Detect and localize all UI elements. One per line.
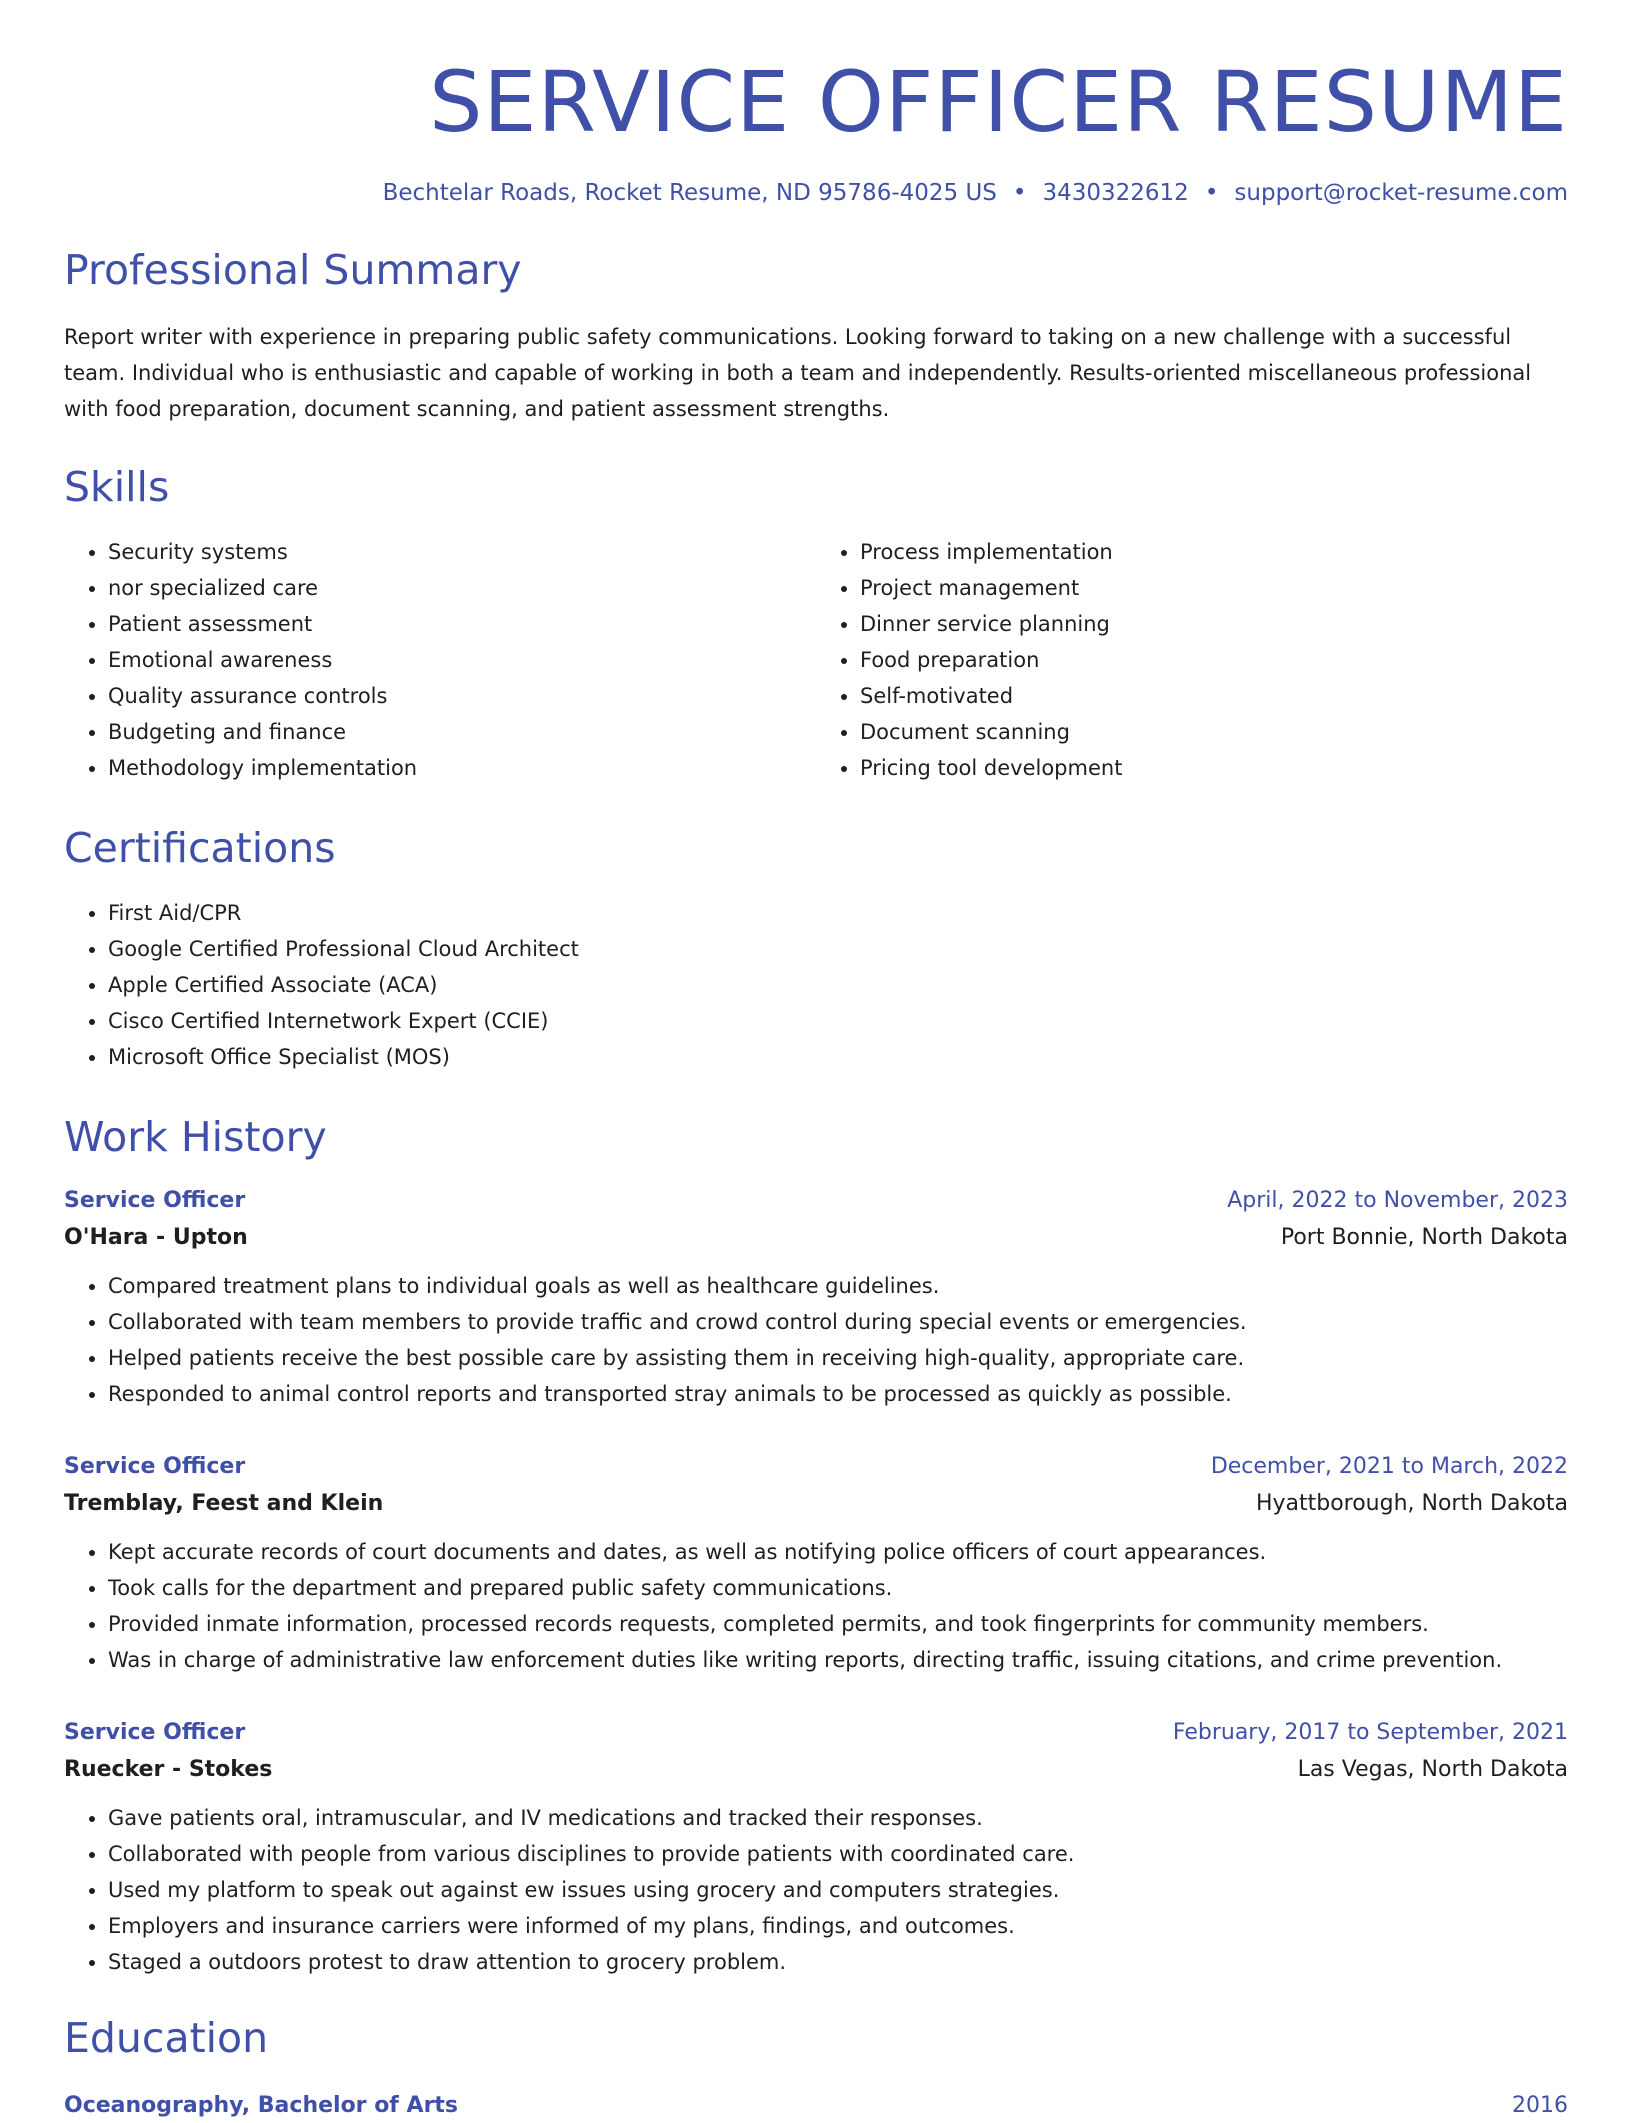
job-entry <box>64 1716 1568 1980</box>
certifications-heading: Certifications <box>64 824 336 872</box>
job-bullet: • Kept accurate records of court documents and dates, as well as notifying police officers of court appearances. <box>108 1534 1568 1570</box>
resume-page <box>64 0 1568 2123</box>
job-bullet: • Gave patients oral, intramuscular, and IV medications and tracked their responses. <box>108 1800 1568 1836</box>
job-bullet: • Provided inmate information, processed records requests, completed permits, and took fingerprints for community members. <box>108 1606 1568 1642</box>
job-location: Las Vegas, North Dakota <box>1297 1757 1568 1782</box>
skill-item: • Project management <box>860 570 1568 606</box>
job-location: Hyattborough, North Dakota <box>1255 1491 1568 1516</box>
skill-item: • Self-motivated <box>860 678 1568 714</box>
job-bullet: • Took calls for the department and prepared public safety communications. <box>108 1570 1568 1606</box>
contact-address: Bechtelar Roads, Rocket Resume, ND 95786-4025 US <box>382 180 997 206</box>
skills-columns <box>64 534 1568 786</box>
skill-item: • Emotional awareness <box>108 642 816 678</box>
job-title: Service Officer <box>64 1188 246 1213</box>
job-title: Service Officer <box>64 1454 246 1479</box>
education-entry <box>64 2089 1568 2123</box>
job-location: Port Bonnie, North Dakota <box>1280 1225 1568 1250</box>
skill-item: • Document scanning <box>860 714 1568 750</box>
skills-heading: Skills <box>64 463 170 511</box>
contact-line <box>64 180 1568 206</box>
skill-item: • Process implementation <box>860 534 1568 570</box>
skill-item: • Patient assessment <box>108 606 816 642</box>
certification-item: • First Aid/CPR <box>108 895 1568 931</box>
job-bullet: • Used my platform to speak out against ew issues using grocery and computers strategies. <box>108 1872 1568 1908</box>
job-bullet: • Staged a outdoors protest to draw attention to grocery problem. <box>108 1944 1568 1980</box>
contact-separator: • <box>1204 180 1219 206</box>
certifications-list <box>64 895 1568 1075</box>
contact-email: support@rocket-resume.com <box>1234 180 1568 206</box>
skill-item: • Food preparation <box>860 642 1568 678</box>
education-degree: Oceanography, Bachelor of Arts <box>64 2093 459 2118</box>
job-bullets <box>64 1534 1568 1678</box>
job-dates: December, 2021 to March, 2022 <box>1210 1454 1568 1479</box>
skill-item: • nor specialized care <box>108 570 816 606</box>
summary-heading: Professional Summary <box>64 246 522 294</box>
job-company: O'Hara - Upton <box>64 1225 248 1250</box>
contact-phone: 3430322612 <box>1042 180 1189 206</box>
job-bullet: • Employers and insurance carriers were informed of my plans, findings, and outcomes. <box>108 1908 1568 1944</box>
job-bullet: • Was in charge of administrative law enforcement duties like writing reports, directing traffic, issuing citations, and crime prevention. <box>108 1642 1568 1678</box>
certification-item: • Google Certified Professional Cloud Architect <box>108 931 1568 967</box>
job-bullet: • Helped patients receive the best possible care by assisting them in receiving high-quality, appropriate care. <box>108 1340 1568 1376</box>
work-history-heading: Work History <box>64 1113 327 1161</box>
job-company-row <box>64 1750 1568 1790</box>
job-company-row <box>64 1218 1568 1258</box>
contact-separator: • <box>1012 180 1027 206</box>
job-dates: April, 2022 to November, 2023 <box>1227 1188 1568 1213</box>
skill-item: • Budgeting and finance <box>108 714 816 750</box>
job-header-row <box>64 1184 1568 1218</box>
job-dates: February, 2017 to September, 2021 <box>1172 1720 1568 1745</box>
skill-item: • Dinner service planning <box>860 606 1568 642</box>
job-bullets <box>64 1800 1568 1980</box>
skill-item: • Methodology implementation <box>108 750 816 786</box>
job-bullets <box>64 1268 1568 1412</box>
job-entry <box>64 1450 1568 1678</box>
job-company: Ruecker - Stokes <box>64 1757 273 1782</box>
resume-title: SERVICE OFFICER RESUME <box>429 53 1568 151</box>
job-header-row <box>64 1716 1568 1750</box>
job-bullet: • Responded to animal control reports and transported stray animals to be processed as quickly as possible. <box>108 1376 1568 1412</box>
job-bullet: • Collaborated with people from various disciplines to provide patients with coordinated care. <box>108 1836 1568 1872</box>
skill-item: • Pricing tool development <box>860 750 1568 786</box>
education-year: 2016 <box>1512 2093 1568 2118</box>
skill-item: • Quality assurance controls <box>108 678 816 714</box>
summary-text: Report writer with experience in preparing public safety communications. Looking forward to taking on a new challenge with a successful team. Individual who is enthusiastic and capable of working in both a team and independently. Results-oriented miscellaneous professional with food preparation, document scanning, and patient assessment strengths. <box>64 325 1532 421</box>
certification-item: • Cisco Certified Internetwork Expert (CCIE) <box>108 1003 1568 1039</box>
skill-item: • Security systems <box>108 534 816 570</box>
job-company: Tremblay, Feest and Klein <box>64 1491 384 1516</box>
certification-item: • Apple Certified Associate (ACA) <box>108 967 1568 1003</box>
job-company-row <box>64 1484 1568 1524</box>
job-header-row <box>64 1450 1568 1484</box>
education-heading: Education <box>64 2014 269 2062</box>
skills-list-right <box>816 534 1568 786</box>
job-entry <box>64 1184 1568 1412</box>
job-bullet: • Collaborated with team members to provide traffic and crowd control during special events or emergencies. <box>108 1304 1568 1340</box>
job-title: Service Officer <box>64 1720 246 1745</box>
skills-list-left <box>64 534 816 786</box>
job-bullet: • Compared treatment plans to individual goals as well as healthcare guidelines. <box>108 1268 1568 1304</box>
certification-item: • Microsoft Office Specialist (MOS) <box>108 1039 1568 1075</box>
